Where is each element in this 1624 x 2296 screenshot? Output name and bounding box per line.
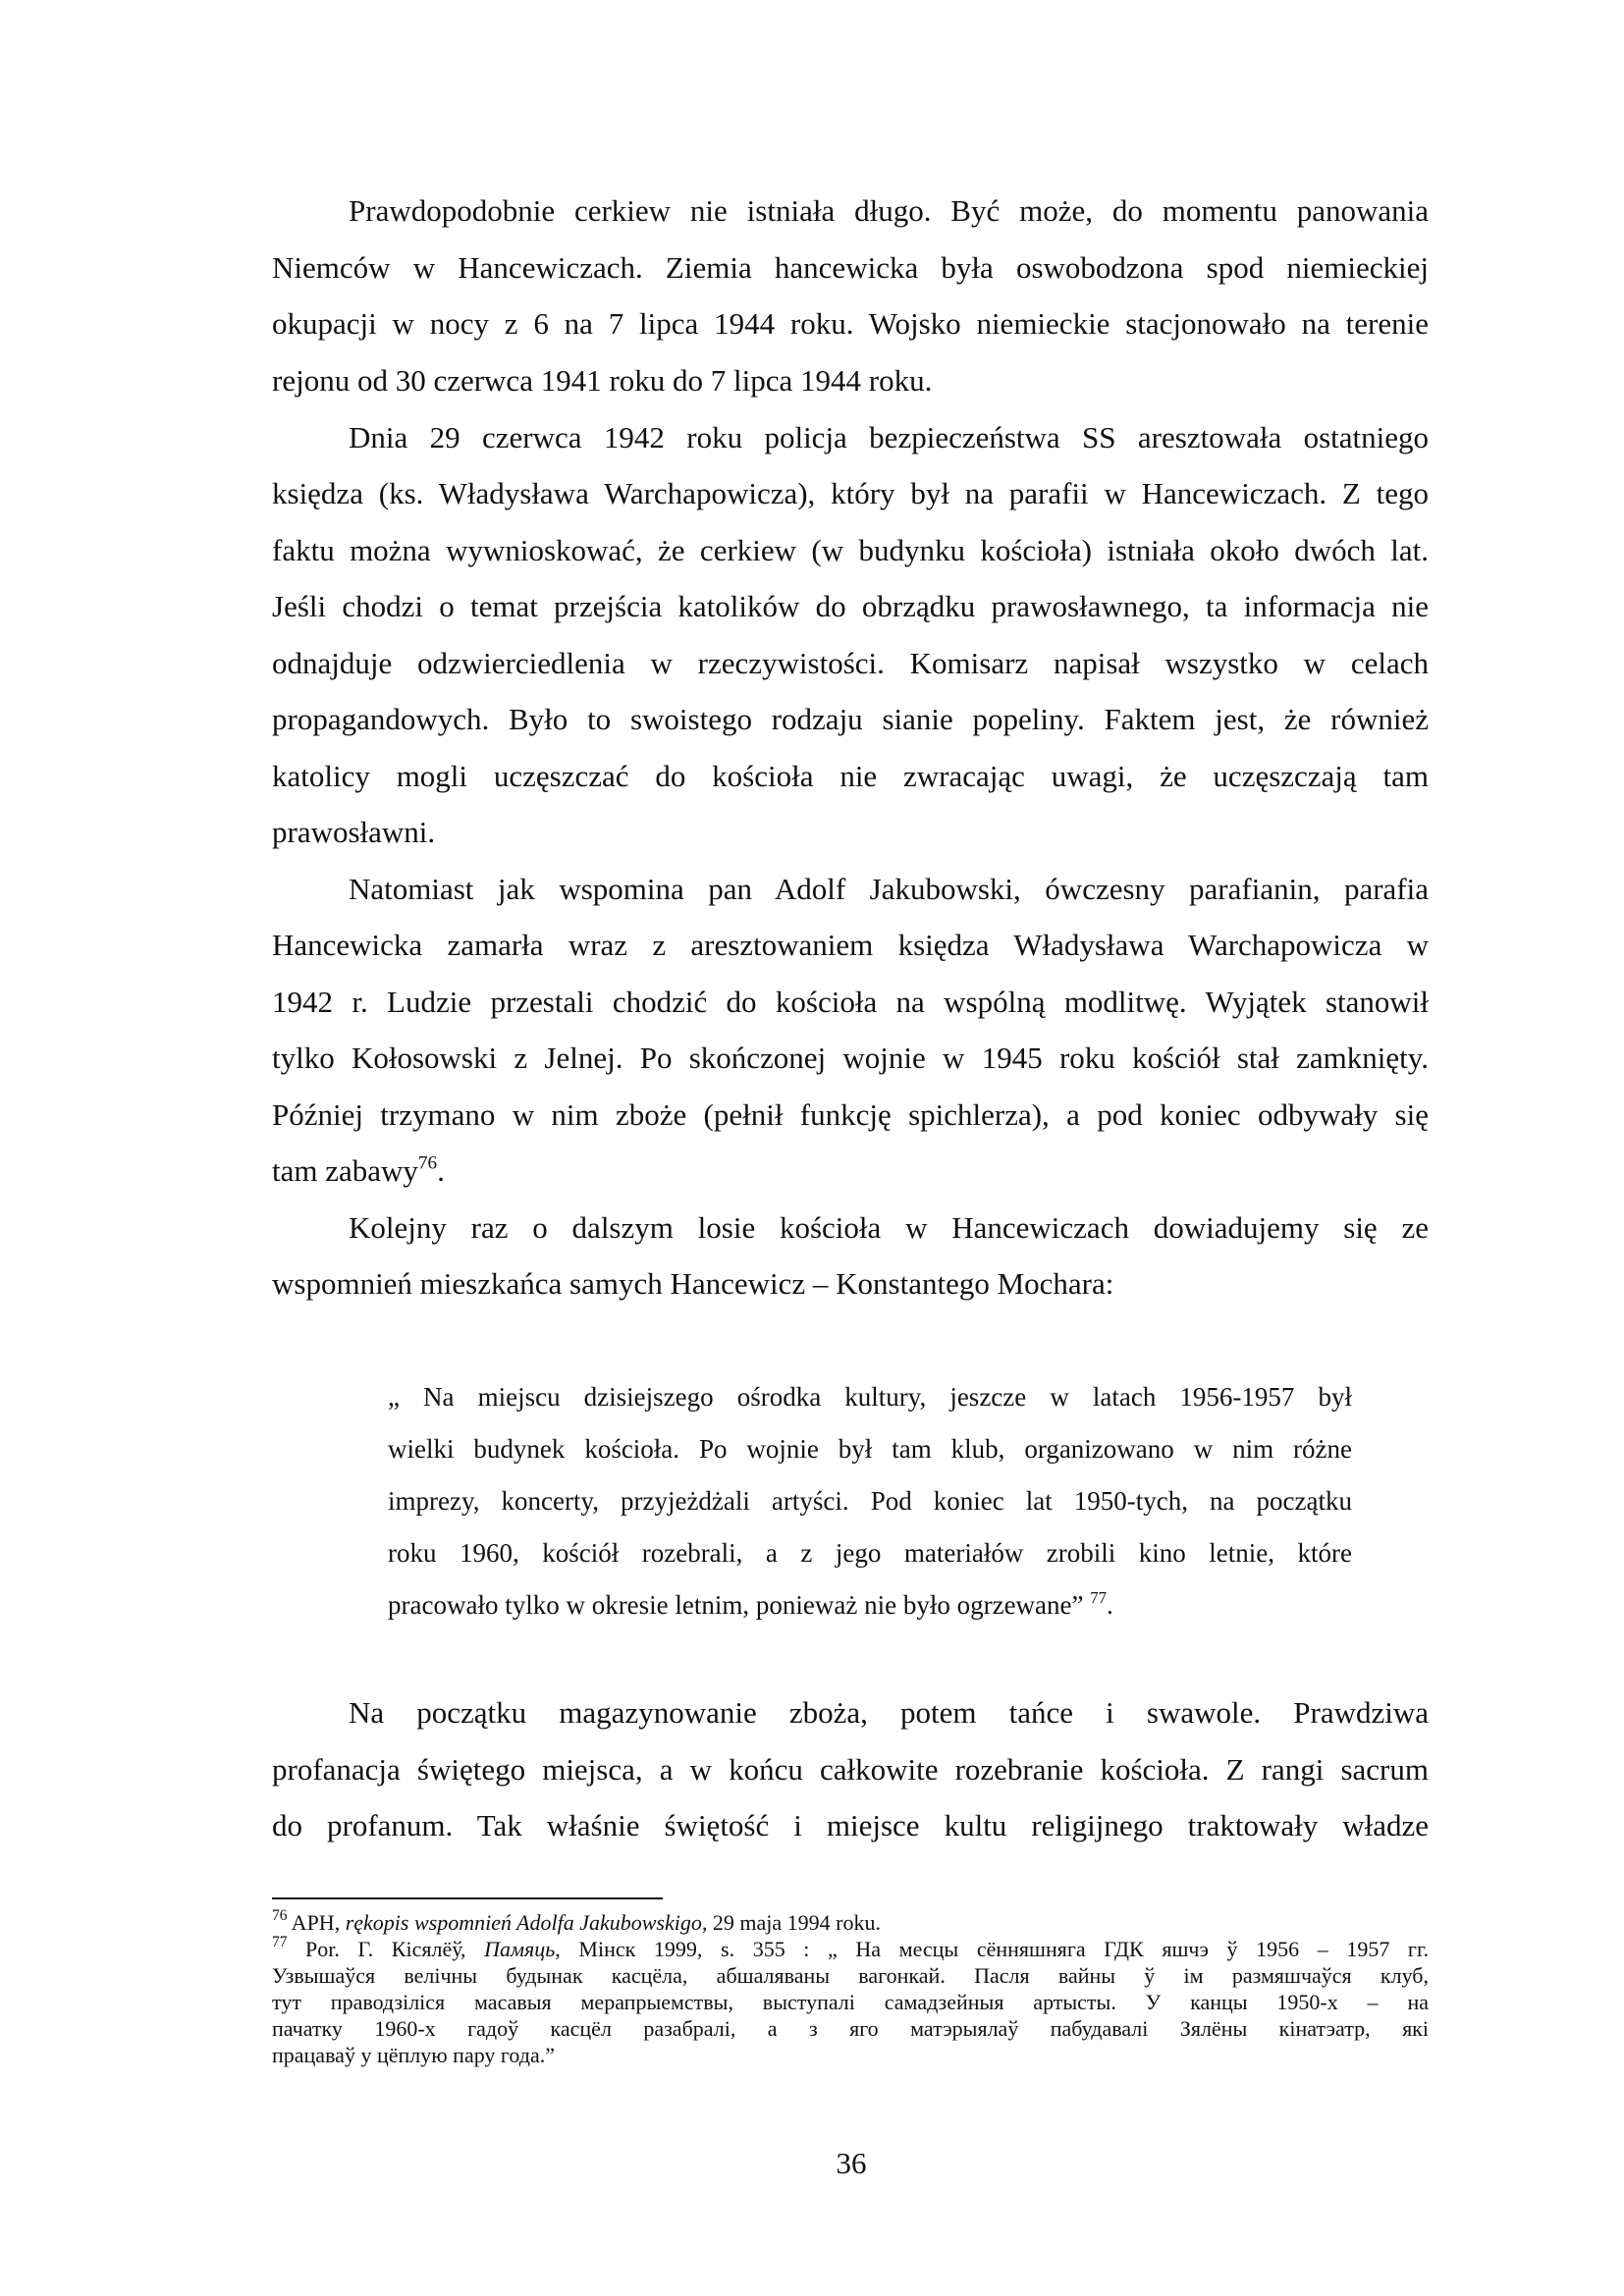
quote-line bbox=[388, 1589, 1352, 1621]
text-line: Hancewicka zamarła wraz z aresztowaniem księdza Władysława Warchapowicza w bbox=[272, 928, 1429, 962]
text-span: . bbox=[1106, 1590, 1113, 1620]
text-line: Dnia 29 czerwca 1942 roku policja bezpieczeństwa SS aresztowała ostatniego bbox=[349, 420, 1429, 454]
text-line: propagandowych. Było to swoistego rodzaju sianie popeliny. Faktem jest, że również bbox=[272, 702, 1429, 736]
text-span: pracowało tylko w okresie letnim, ponieważ nie było ogrzewane” bbox=[388, 1590, 1091, 1620]
footnote-ref-77[interactable]: 77 bbox=[1090, 1588, 1107, 1608]
text-line: Jeśli chodzi o temat przejścia katolików do obrządku prawosławnego, ta informacja nie bbox=[272, 589, 1429, 623]
text-line: Później trzymano w nim zboże (pełnił funkcję spichlerza), a pod koniec odbywały się bbox=[272, 1097, 1429, 1132]
text-line bbox=[272, 1153, 1429, 1189]
text-line: Natomiast jak wspomina pan Adolf Jakubowski, ówczesny parafianin, parafia bbox=[349, 872, 1429, 906]
quote-line: „ Na miejscu dzisiejszego ośrodka kultury, jeszcze w latach 1956-1957 był bbox=[388, 1382, 1352, 1412]
text-line: rejonu od 30 czerwca 1941 roku do 7 lipca 1944 roku. bbox=[272, 363, 933, 398]
text-line: księdza (ks. Władysława Warchapowicza), który był na parafii w Hancewiczach. Z tego bbox=[272, 476, 1429, 510]
footnote-number: 77 bbox=[272, 1934, 288, 1950]
quote-line: wielki budynek kościoła. Po wojnie był tam klub, organizowano w nim różne bbox=[388, 1434, 1352, 1464]
footnote-line: пачатку 1960-х гадоў касцёл разабралі, а з яго матэрыялаў пабудавалі Зялёны кінатэатр, які bbox=[272, 2016, 1429, 2041]
text-span: Por. Г. Кісялёў, bbox=[287, 1937, 485, 1961]
quote-line: imprezy, koncerty, przyjeżdżali artyści. Pod koniec lat 1950-tych, na początku bbox=[388, 1486, 1352, 1516]
footnote-number: 76 bbox=[272, 1907, 288, 1924]
text-line: wspomnień mieszkańca samych Hancewicz – Konstantego Mochara: bbox=[272, 1266, 1114, 1301]
footnote-line: працаваў у цёплую пару года.” bbox=[272, 2043, 555, 2067]
text-line: faktu można wywnioskować, że cerkiew (w budynku kościoła) istniała około dwóch lat. bbox=[272, 533, 1429, 567]
text-line: prawosławni. bbox=[272, 815, 436, 849]
text-line: odnajduje odzwierciedlenia w rzeczywistości. Komisarz napisał wszystko w celach bbox=[272, 646, 1429, 680]
footnote-ref-76[interactable]: 76 bbox=[417, 1152, 438, 1174]
text-line: Prawdopodobnie cerkiew nie istniała długo. Być może, do momentu panowania bbox=[349, 193, 1429, 228]
text-span: . bbox=[437, 1153, 445, 1188]
quote-line: roku 1960, kościół rozebrali, a z jego materiałów zrobili kino letnie, które bbox=[388, 1538, 1352, 1568]
text-line: Kolejny raz o dalszym losie kościoła w Hancewiczach dowiadujemy się ze bbox=[349, 1210, 1429, 1245]
italic-title: rękopis wspomnień Adolfa Jakubowskigo, bbox=[345, 1910, 708, 1935]
footnote-line: тут праводзіліся масавыя мерапрыемствы, выступалі самадзейныя артысты. У канцы 1950-х – на bbox=[272, 1990, 1429, 2014]
italic-title: Памяць bbox=[484, 1937, 556, 1961]
text-line: okupacji w nocy z 6 na 7 lipca 1944 roku. Wojsko niemieckie stacjonowało na terenie bbox=[272, 306, 1429, 341]
footnote-separator bbox=[272, 1897, 663, 1899]
footnote-77 bbox=[272, 1934, 1429, 1962]
text-span: APH, bbox=[287, 1910, 346, 1935]
text-span: tam zabawy bbox=[272, 1153, 418, 1188]
text-line: do profanum. Tak właśnie świętość i miejsce kultu religijnego traktowały władze bbox=[272, 1808, 1429, 1842]
text-span: , Мінск 1999, s. 355 : „ На месцы сённяшняга ГДК яшчэ ў 1956 – 1957 гг. bbox=[555, 1937, 1429, 1961]
text-line: Niemców w Hancewiczach. Ziemia hancewicka była oswobodzona spod niemieckiej bbox=[272, 250, 1429, 285]
text-line: 1942 r. Ludzie przestali chodzić do kościoła na wspólną modlitwę. Wyjątek stanowił bbox=[272, 985, 1429, 1019]
text-line: tylko Kołosowski z Jelnej. Po skończonej wojnie w 1945 roku kościół stał zamknięty. bbox=[272, 1041, 1429, 1075]
footnote-line: Узвышаўся велічны будынак касцёла, абшаляваны вагонкай. Пасля вайны ў ім размяшчаўся клуб, bbox=[272, 1963, 1429, 1988]
text-line: Na początku magazynowanie zboża, potem tańce i swawole. Prawdziwa bbox=[349, 1695, 1429, 1730]
text-span: 29 maja 1994 roku. bbox=[707, 1910, 881, 1935]
text-line: profanacja świętego miejsca, a w końcu całkowite rozebranie kościoła. Z rangi sacrum bbox=[272, 1752, 1429, 1787]
text-line: katolicy mogli uczęszczać do kościoła nie zwracając uwagi, że uczęszczają tam bbox=[272, 759, 1429, 793]
footnote-76 bbox=[272, 1907, 1429, 1936]
page-number: 36 bbox=[836, 2146, 867, 2180]
